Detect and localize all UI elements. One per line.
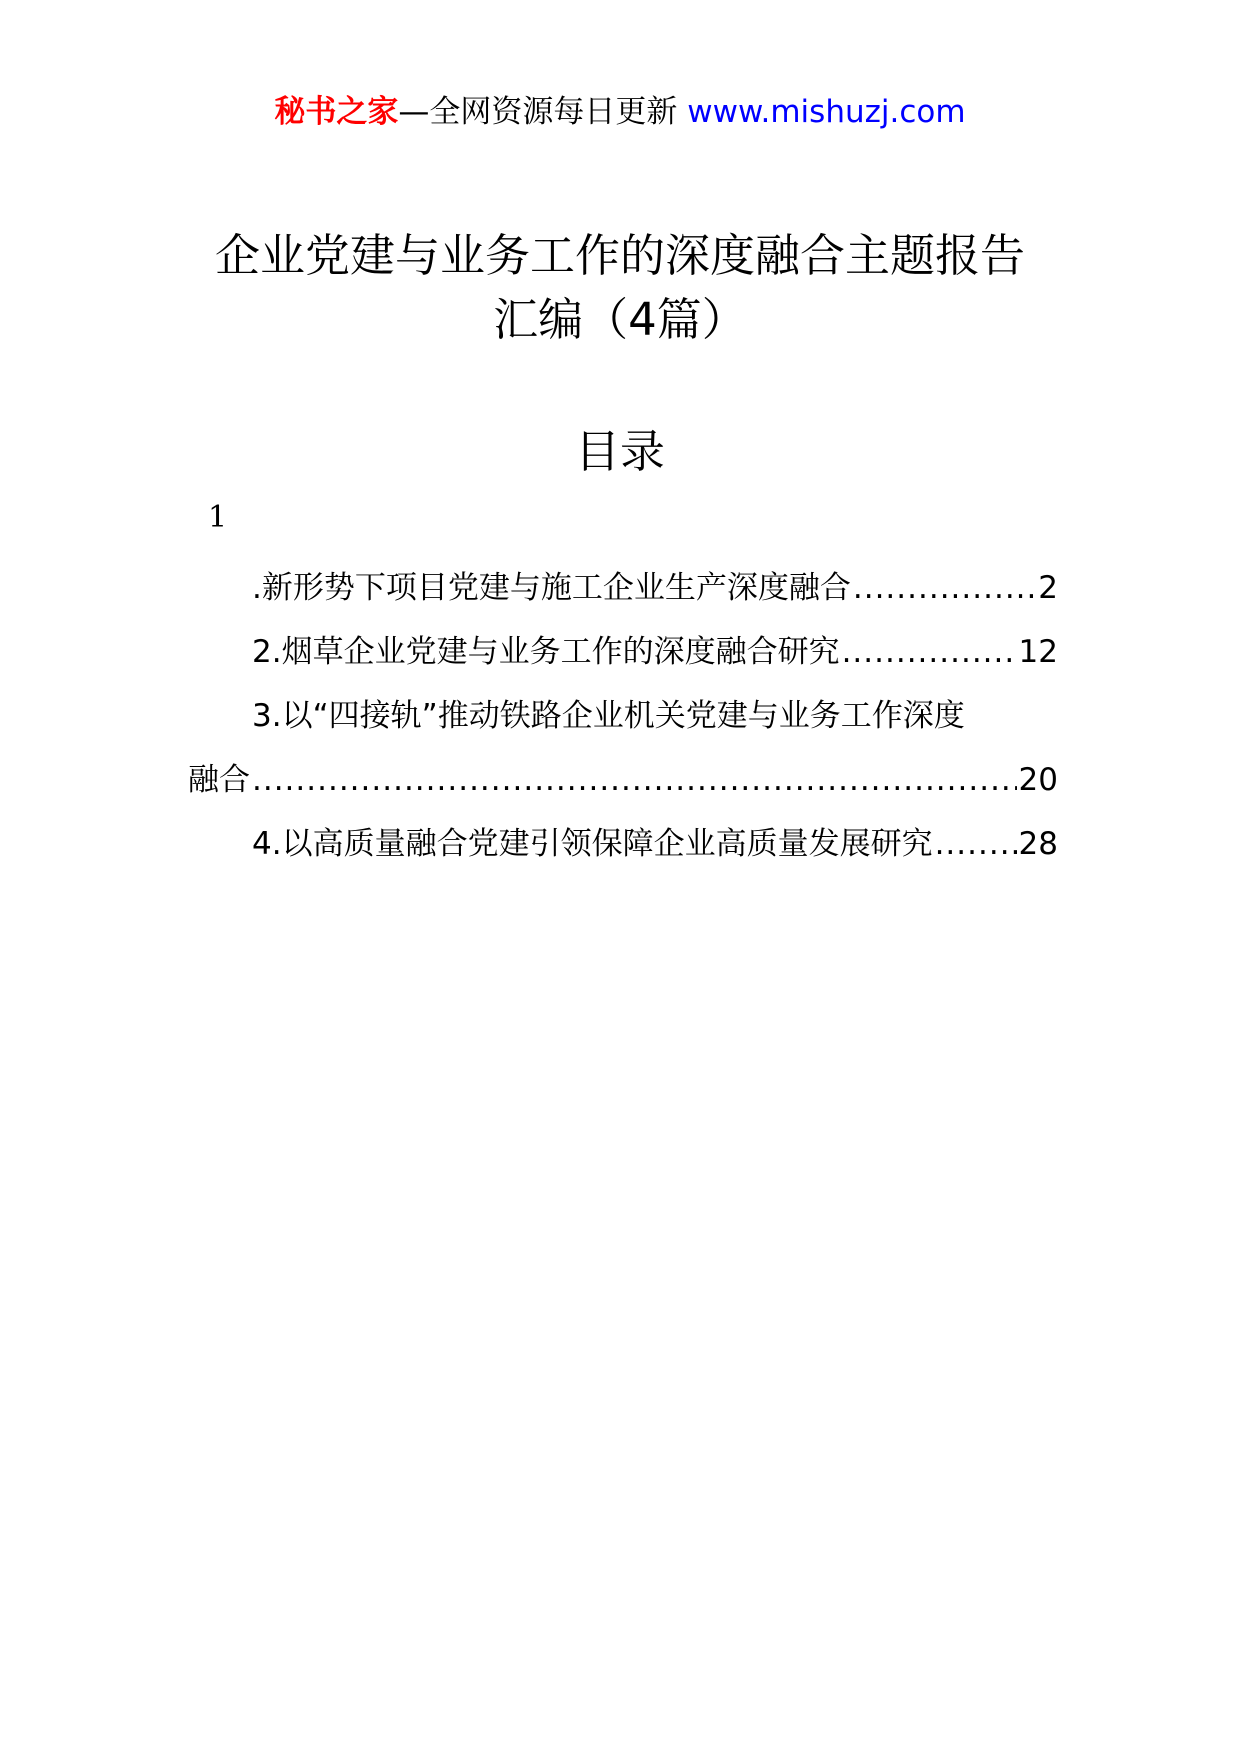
toc-entry-text: .新形势下项目党建与施工企业生产深度融合 (252, 570, 851, 606)
toc-entry-page: 12 (1018, 634, 1058, 670)
toc-entry-page: 28 (1018, 826, 1058, 862)
toc-entry-text: 2.烟草企业党建与业务工作的深度融合研究 (252, 634, 840, 670)
toc-leader-dots (853, 556, 1036, 620)
toc-leader-dots (935, 812, 1017, 876)
document-title-line-1: 企业党建与业务工作的深度融合主题报告 (214, 229, 1025, 282)
toc-entry-text: 3.以“四接轨”推动铁路企业机关党建与业务工作深度 (252, 698, 965, 734)
toc-entry-3-line-1[interactable] (188, 684, 1058, 748)
toc-entry-2[interactable] (188, 620, 1058, 684)
toc-leader-dots (252, 748, 1017, 812)
toc-stray-number: 1 (208, 500, 228, 535)
table-of-contents (188, 556, 1058, 876)
toc-entry-3-line-2[interactable] (188, 748, 1058, 812)
header-tagline: —全网资源每日更新 (398, 94, 678, 130)
toc-entry-4[interactable] (188, 812, 1058, 876)
toc-entry-page: 2 (1038, 570, 1058, 606)
toc-entry-text: 4.以高质量融合党建引领保障企业高质量发展研究 (252, 826, 933, 862)
site-url-link[interactable]: www.mishuzj.com (687, 94, 966, 130)
brand-name: 秘书之家 (274, 94, 399, 130)
toc-heading: 目录 (574, 425, 665, 478)
toc-entry-1[interactable] (188, 556, 1058, 620)
document-title-line-2: 汇编（4篇） (493, 293, 747, 346)
toc-entry-page: 20 (1018, 762, 1058, 798)
document-title (0, 224, 1240, 352)
toc-entry-text: 融合 (188, 762, 250, 798)
toc-leader-dots (842, 620, 1017, 684)
site-header (0, 92, 1240, 132)
